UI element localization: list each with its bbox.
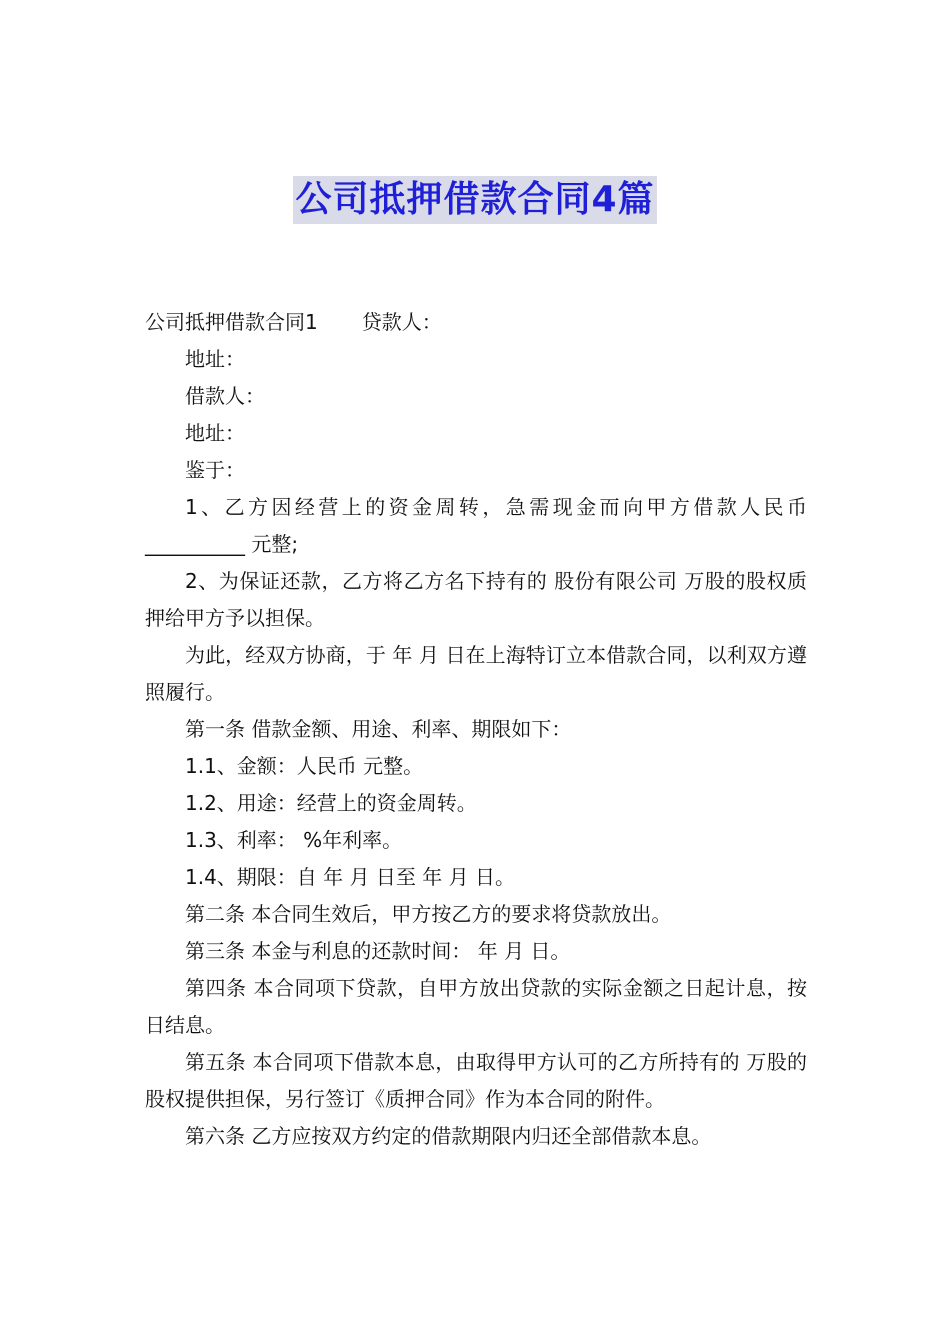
paragraph-whereas: 鉴于：: [185, 458, 245, 482]
article-1-3: 1.3、利率： %年利率。: [185, 828, 403, 852]
paragraph-address-2: 地址：: [185, 421, 245, 445]
paragraph-borrower: 借款人：: [185, 384, 265, 408]
article-4: 第四条 本合同项下贷款，自甲方放出贷款的实际金额之日起计息，按日结息。: [145, 976, 807, 1037]
article-1: 第一条 借款金额、用途、利率、期限如下：: [185, 717, 572, 741]
title-container: [0, 176, 950, 224]
heading-line: [145, 304, 807, 341]
lender-label: 贷款人：: [361, 310, 442, 334]
paragraph-agreement: 为此，经双方协商，于 年 月 日在上海特订立本借款合同，以利双方遵照履行。: [145, 643, 807, 704]
article-1-4: 1.4、期限：自 年 月 日至 年 月 日。: [185, 865, 515, 889]
article-6: 第六条 乙方应按双方约定的借款期限内归还全部借款本息。: [185, 1124, 712, 1148]
article-1-1: 1.1、金额：人民币 元整。: [185, 754, 424, 778]
paragraph-clause-2: 2、为保证还款，乙方将乙方名下持有的 股份有限公司 万股的股权质押给甲方予以担保。: [145, 569, 807, 630]
article-5: 第五条 本合同项下借款本息，由取得甲方认可的乙方所持有的 万股的股权提供担保，另行签订《质押合同》作为本合同的附件。: [145, 1050, 807, 1111]
document-body: [145, 304, 807, 1155]
article-2: 第二条 本合同生效后，甲方按乙方的要求将贷款放出。: [185, 902, 672, 926]
paragraph-clause-1: 1、乙方因经营上的资金周转，急需现金而向甲方借款人民币__________ 元整;: [145, 495, 807, 556]
article-3: 第三条 本金与利息的还款时间： 年 月 日。: [185, 939, 571, 963]
article-1-2: 1.2、用途：经营上的资金周转。: [185, 791, 477, 815]
paragraph-address-1: 地址：: [185, 347, 245, 371]
contract-subtitle: 公司抵押借款合同1: [145, 310, 318, 334]
document-title: 公司抵押借款合同4篇: [293, 176, 656, 224]
